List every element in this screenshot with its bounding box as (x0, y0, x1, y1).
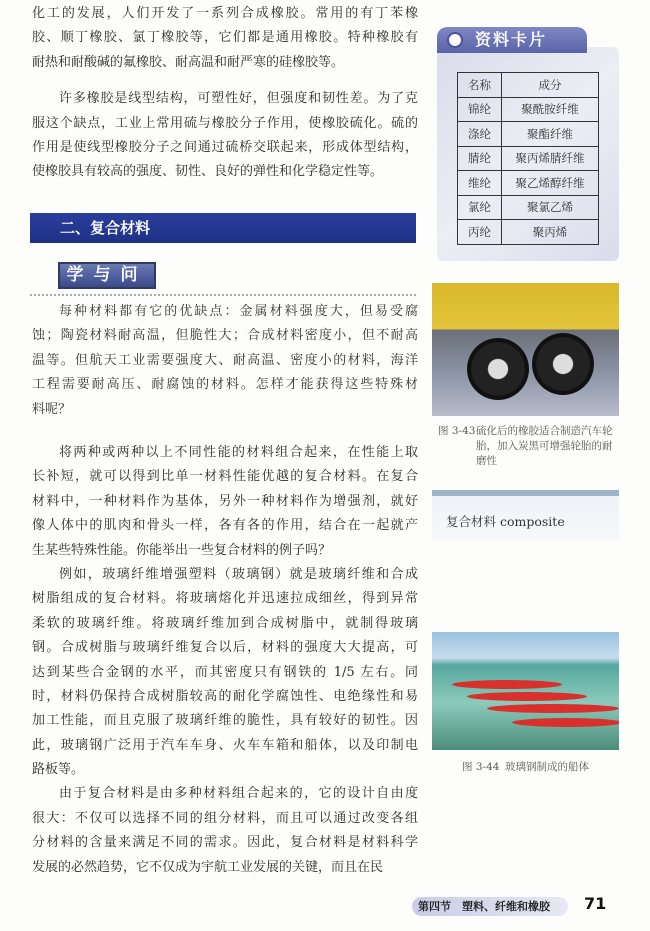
table-cell: 锦纶 (458, 97, 502, 122)
figure-3-43-number: 图 3-43 (438, 425, 476, 437)
table-cell: 氯纶 (458, 195, 502, 220)
figure-3-44-caption: 玻璃钢制成的船体 (505, 761, 589, 773)
text-line: 柔软的玻璃纤维。将玻璃纤维加到合成树脂中，就制得玻璃 (32, 615, 418, 631)
text-line: 工程需要耐高压、耐腐蚀的材料。怎样才能获得这些特殊材 (32, 377, 418, 393)
text-line: 服这个缺点，工业上常用硫与橡胶分子作用，使橡胶硫化。硫的 (32, 115, 418, 131)
text-line: 材料中，一种材料作为基体，另外一种材料作为增强剂，就好 (32, 493, 418, 509)
table-row (458, 122, 599, 147)
table-row (458, 171, 599, 196)
table-cell: 聚氯乙烯 (502, 195, 599, 220)
table-cell: 名称 (458, 73, 502, 98)
table-row (458, 195, 599, 220)
fiberglass-boat-photo (432, 632, 619, 750)
main-text (32, 441, 418, 880)
text-line: 化工的发展，人们开发了一系列合成橡胶。常用的有丁苯橡 (32, 6, 418, 21)
text-line: 时，材料仍保持合成树脂较高的耐化学腐蚀性、电绝缘性和易 (32, 688, 418, 704)
text-line: 加工性能，而且克服了玻璃纤维的脆性，具有较好的韧性。因 (32, 713, 418, 729)
circle-icon (447, 32, 463, 48)
table-cell: 丙纶 (458, 220, 502, 245)
text-line: 耐热和耐酸碱的氟橡胶、耐高温和耐严寒的硅橡胶等。 (32, 54, 345, 70)
table-cell: 维纶 (458, 171, 502, 196)
text-line: 树脂组成的复合材料。将玻璃熔化并迅速拉成细丝，得到异常 (32, 591, 418, 607)
paragraph (32, 87, 418, 185)
text-line: 温等。但航天工业需要强度大、耐高温、密度小的材料，海洋 (32, 352, 418, 368)
table-row (458, 220, 599, 245)
text-line: 生某些特殊性能。你能举出一些复合材料的例子吗？ (32, 542, 332, 558)
dotted-divider (30, 294, 416, 296)
truck-tire-photo (432, 283, 619, 416)
fiber-table (457, 72, 599, 245)
text-line: 每种材料都有它的优缺点：金属材料强度大，但易受腐 (59, 304, 418, 319)
table-cell: 聚酯纤维 (502, 122, 599, 147)
table-cell: 成分 (502, 73, 599, 98)
study-question-text (32, 300, 418, 422)
page-number: 71 (584, 894, 607, 913)
table-cell: 涤纶 (458, 122, 502, 147)
table-cell: 聚乙烯醇纤维 (502, 171, 599, 196)
text-line: 料呢？ (32, 401, 72, 417)
table-row (458, 73, 599, 98)
info-card-title (437, 27, 587, 53)
figure-3-44-number: 图 3-44 (462, 761, 500, 773)
figure-3-43-caption: 硫化后的橡胶适合制造汽车轮胎，加入炭黑可增强轮胎的耐磨性 (476, 425, 613, 467)
text-line: 发展的必然趋势，它不仅成为宇航工业发展的关键，而且在民 (32, 859, 384, 875)
text-line: 达到某些合金钢的水平，而其密度只有钢铁的 1/5 左右。同 (32, 664, 418, 680)
table-cell: 聚丙烯 (502, 220, 599, 245)
section-heading: 二、复合材料 (30, 213, 416, 243)
table-cell: 聚酰胺纤维 (502, 97, 599, 122)
text-line: 许多橡胶是线型结构，可塑性好，但强度和韧性差。为了克 (59, 91, 418, 107)
table-row (458, 97, 599, 122)
footer-section-title: 第四节 塑料、纤维和橡胶 (412, 897, 568, 916)
paragraph (32, 2, 418, 75)
paragraph (32, 563, 418, 783)
paragraph (32, 441, 418, 563)
text-line: 路板等。 (32, 762, 85, 778)
paragraph (32, 782, 418, 880)
text-line: 钢。合成树脂与玻璃纤维复合以后，材料的强度大大提高，可 (32, 640, 418, 656)
text-line: 蚀；陶瓷材料耐高温，但脆性大；合成材料密度小，但不耐高 (32, 328, 418, 344)
glossary-box (432, 490, 619, 540)
text-line: 分材料的含量来满足不同的需求。因此，复合材料是材料科学 (32, 835, 418, 851)
text-line: 胶、顺丁橡胶、氯丁橡胶等，它们都是通用橡胶。特种橡胶有 (32, 30, 418, 46)
table-row (458, 146, 599, 171)
table-cell: 腈纶 (458, 146, 502, 171)
text-line: 很大：不仅可以选择不同的组分材料，而且可以通过改变各组 (32, 810, 418, 826)
text-line: 将两种或两种以上不同性能的材料组合起来，在性能上取 (59, 445, 418, 460)
text-line: 像人体中的肌肉和骨头一样，各有各的作用，结合在一起就产 (32, 518, 418, 534)
intro-text (32, 2, 418, 185)
study-question-badge: 学与问 (58, 262, 156, 289)
text-line: 由于复合材料是由多种材料组合起来的，它的设计自由度 (59, 786, 418, 802)
text-line: 此，玻璃钢广泛用于汽车车身、火车车箱和船体，以及印制电 (32, 737, 418, 753)
glossary-term: 复合材料 composite (446, 514, 565, 529)
text-line: 例如，玻璃纤维增强塑料（玻璃钢）就是玻璃纤维和合成 (59, 566, 418, 582)
text-line: 长补短，就可以得到比单一材料性能优越的复合材料。在复合 (32, 469, 418, 485)
text-line: 作用是使线型橡胶分子之间通过硫桥交联起来，形成体型结构， (32, 139, 418, 155)
info-card-title-text: 资料卡片 (475, 30, 548, 49)
table-cell: 聚丙烯腈纤维 (502, 146, 599, 171)
text-line: 使橡胶具有较高的强度、韧性、良好的弹性和化学稳定性等。 (32, 164, 384, 180)
